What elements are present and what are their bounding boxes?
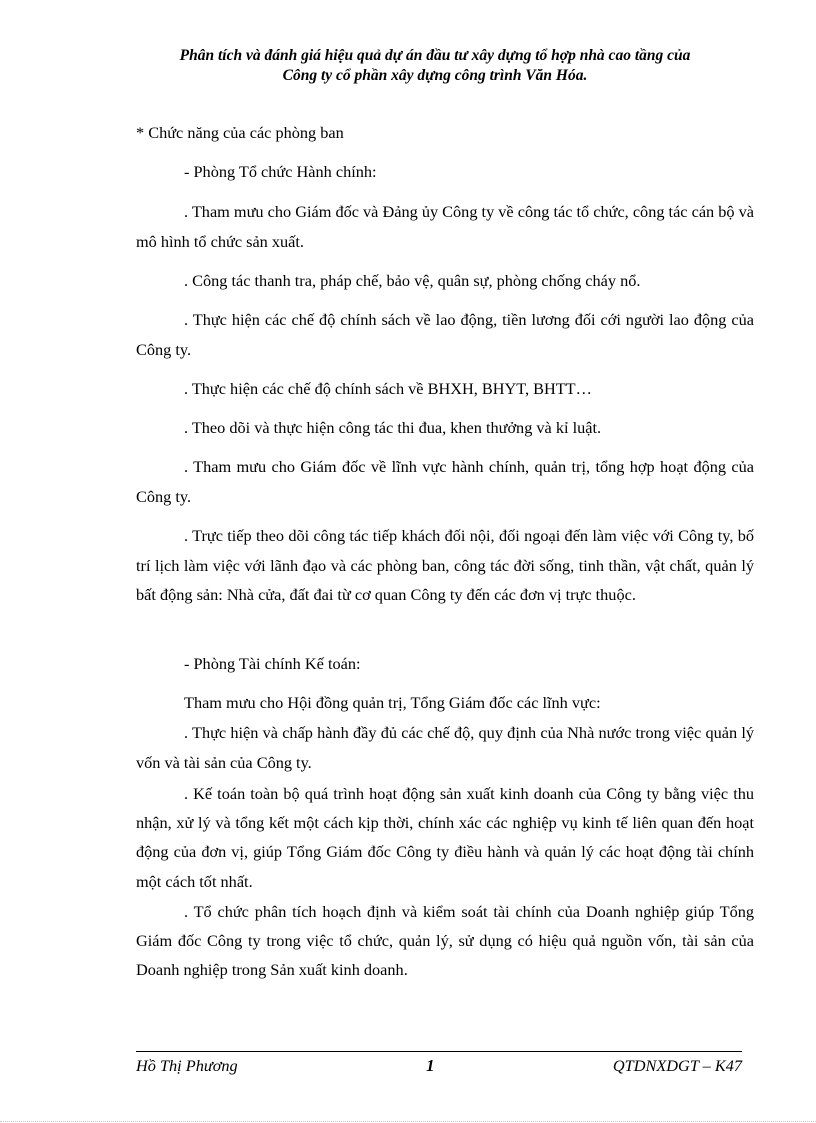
page-footer bbox=[136, 1055, 742, 1077]
paragraph: . Theo dõi và thực hiện công tác thi đua, khen thưởng và kỉ luật. bbox=[184, 418, 602, 437]
page-number: 1 bbox=[426, 1056, 435, 1075]
department-heading-admin: - Phòng Tổ chức Hành chính: bbox=[184, 162, 377, 181]
paragraph: . Kế toán toàn bộ quá trình hoạt động sản xuất kinh doanh của Công ty bằng việc thu nhận, xử lý và tổng kết một cách kịp thời, chính xác các nghiệp vụ kinh tế liên quan đến hoạt động của đơn vị, giúp Tổng Giám đốc Công ty điều hành và quản lý các hoạt động tài chính một cách tốt nhất. bbox=[136, 784, 754, 891]
paragraph: . Tham mưu cho Giám đốc và Đảng ủy Công ty về công tác tổ chức, công tác cán bộ và mô hình tổ chức sản xuất. bbox=[136, 202, 754, 251]
section-heading-functions: * Chức năng của các phòng ban bbox=[136, 123, 344, 142]
header-title-line-2: Công ty cổ phần xây dựng công trình Văn Hóa. bbox=[282, 67, 588, 84]
paragraph: . Trực tiếp theo dõi công tác tiếp khách đối nội, đối ngoại đến làm việc với Công ty, bố trí lịch làm việc với lãnh đạo và các phòng ban, công tác đời sống, tinh thần, vật chất, quản lý bất động sản: Nhà cửa, đất đai từ cơ quan Công ty đến các đơn vị trực thuộc. bbox=[136, 526, 754, 604]
paragraph: . Thực hiện và chấp hành đầy đủ các chế độ, quy định của Nhà nước trong việc quản lý vốn và tài sản của Công ty. bbox=[136, 723, 754, 772]
paragraph: . Tổ chức phân tích hoạch định và kiểm soát tài chính của Doanh nghiệp giúp Tổng Giám đốc Công ty trong việc tổ chức, quản lý, sử dụng có hiệu quả nguồn vốn, tài sản của Doanh nghiệp trong Sản xuất kinh doanh. bbox=[136, 902, 754, 980]
paragraph: . Tham mưu cho Giám đốc về lĩnh vực hành chính, quản trị, tổng hợp hoạt động của Công ty. bbox=[136, 457, 754, 506]
paragraph: . Thực hiện các chế độ chính sách về lao động, tiền lương đối cới người lao động của Công ty. bbox=[136, 310, 754, 359]
department-heading-finance: - Phòng Tài chính Kế toán: bbox=[184, 654, 361, 673]
paragraph: Tham mưu cho Hội đồng quản trị, Tổng Giám đốc các lĩnh vực: bbox=[184, 693, 601, 712]
header-title-line-1: Phân tích và đánh giá hiệu quả dự án đầu tư xây dựng tổ hợp nhà cao tầng của bbox=[179, 47, 691, 64]
page-header bbox=[120, 46, 750, 86]
page-bottom-border bbox=[0, 1121, 816, 1122]
footer-class-code: QTDNXDGT – K47 bbox=[612, 1056, 742, 1075]
paragraph: . Công tác thanh tra, pháp chế, bảo vệ, quân sự, phòng chống cháy nổ. bbox=[184, 271, 641, 290]
footer-divider bbox=[136, 1051, 742, 1052]
paragraph: . Thực hiện các chế độ chính sách về BHXH, BHYT, BHTT… bbox=[184, 379, 592, 398]
footer-author: Hồ Thị Phương bbox=[136, 1056, 238, 1075]
